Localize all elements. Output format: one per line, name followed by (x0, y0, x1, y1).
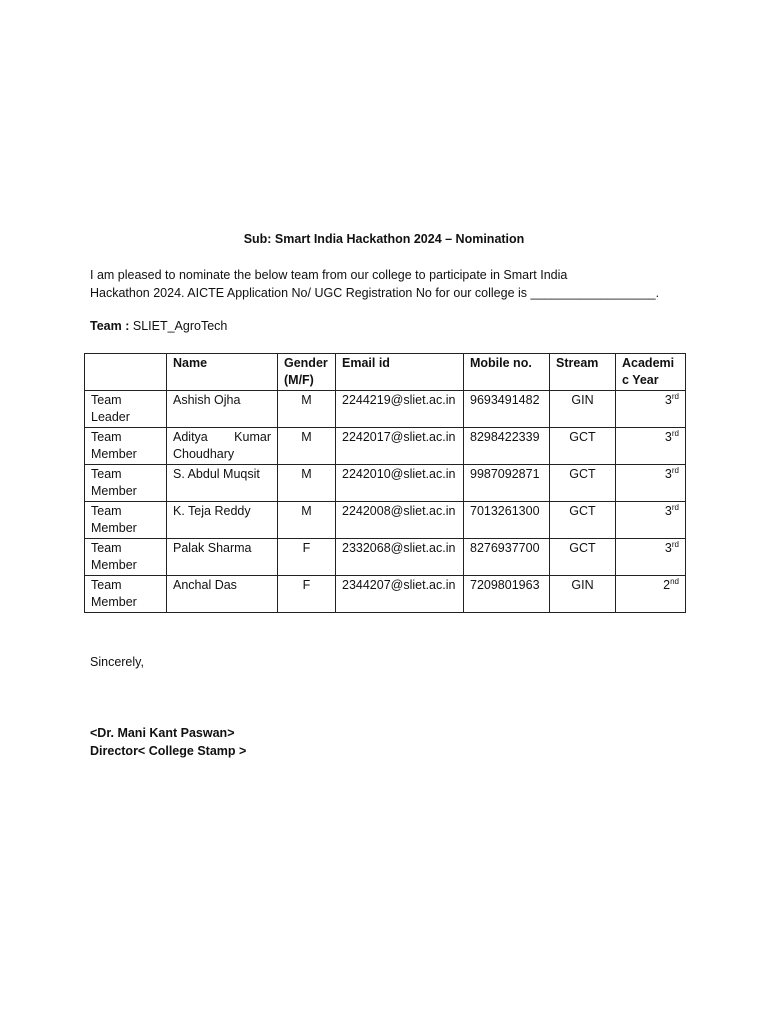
cell-email: 2242017@sliet.ac.in (336, 428, 464, 465)
year-suffix: rd (671, 391, 679, 401)
cell-email: 2242010@sliet.ac.in (336, 465, 464, 502)
nomination-paragraph (90, 266, 690, 302)
year-number: 3 (664, 393, 672, 407)
team-line (90, 319, 227, 333)
cell-year (616, 576, 686, 613)
paragraph-line-1: I am pleased to nominate the below team from our college to participate in Smart India (90, 268, 568, 282)
cell-role: Team Leader (85, 391, 167, 428)
year-suffix: rd (671, 465, 679, 475)
header-gender: Gender (M/F) (278, 354, 336, 391)
header-name: Name (167, 354, 278, 391)
year-number: 3 (664, 467, 672, 481)
cell-stream: GCT (550, 465, 616, 502)
year-number: 3 (664, 504, 672, 518)
team-members-table (84, 353, 686, 613)
cell-name: S. Abdul Muqsit (167, 465, 278, 502)
cell-email: 2344207@sliet.ac.in (336, 576, 464, 613)
header-role (85, 354, 167, 391)
team-label: Team : (90, 319, 130, 333)
year-suffix: rd (671, 502, 679, 512)
cell-year (616, 502, 686, 539)
header-stream: Stream (550, 354, 616, 391)
cell-stream: GIN (550, 391, 616, 428)
table-row (85, 428, 686, 465)
year-number: 3 (664, 541, 672, 555)
cell-year (616, 428, 686, 465)
cell-year (616, 465, 686, 502)
cell-role: Team Member (85, 576, 167, 613)
cell-role: Team Member (85, 428, 167, 465)
year-suffix: rd (671, 539, 679, 549)
signatory-name: <Dr. Mani Kant Paswan> (90, 726, 235, 740)
table-row (85, 576, 686, 613)
table-header-row (85, 354, 686, 391)
header-mobile: Mobile no. (464, 354, 550, 391)
cell-email: 2244219@sliet.ac.in (336, 391, 464, 428)
header-year: Academic Year (616, 354, 686, 391)
cell-stream: GCT (550, 428, 616, 465)
cell-mobile: 8298422339 (464, 428, 550, 465)
cell-gender: M (278, 428, 336, 465)
cell-stream: GCT (550, 502, 616, 539)
cell-gender: M (278, 465, 336, 502)
table-row (85, 502, 686, 539)
cell-mobile: 7013261300 (464, 502, 550, 539)
cell-name: Ashish Ojha (167, 391, 278, 428)
cell-name: K. Teja Reddy (167, 502, 278, 539)
paragraph-line-2: Hackathon 2024. AICTE Application No/ UGC Registration No for our college is __________________. (90, 286, 660, 300)
cell-mobile: 8276937700 (464, 539, 550, 576)
cell-name: Aditya Kumar Choudhary (167, 428, 278, 465)
year-number: 2 (663, 578, 671, 592)
cell-mobile: 7209801963 (464, 576, 550, 613)
signatory-block (90, 724, 246, 760)
signatory-title: Director< College Stamp > (90, 744, 247, 758)
cell-year (616, 539, 686, 576)
table-row (85, 465, 686, 502)
cell-email: 2332068@sliet.ac.in (336, 539, 464, 576)
table-row (85, 391, 686, 428)
cell-stream: GCT (550, 539, 616, 576)
cell-name: Palak Sharma (167, 539, 278, 576)
cell-email: 2242008@sliet.ac.in (336, 502, 464, 539)
cell-stream: GIN (550, 576, 616, 613)
cell-role: Team Member (85, 502, 167, 539)
cell-role: Team Member (85, 539, 167, 576)
letter-subject: Sub: Smart India Hackathon 2024 – Nomination (243, 232, 525, 246)
header-email: Email id (336, 354, 464, 391)
cell-mobile: 9987092871 (464, 465, 550, 502)
cell-mobile: 9693491482 (464, 391, 550, 428)
cell-gender: F (278, 539, 336, 576)
cell-role: Team Member (85, 465, 167, 502)
cell-name: Anchal Das (167, 576, 278, 613)
cell-gender: F (278, 576, 336, 613)
cell-gender: M (278, 502, 336, 539)
team-name: SLIET_AgroTech (132, 319, 228, 333)
closing-salutation: Sincerely, (90, 655, 144, 669)
cell-gender: M (278, 391, 336, 428)
cell-year (616, 391, 686, 428)
table-row (85, 539, 686, 576)
year-number: 3 (664, 430, 672, 444)
year-suffix: nd (670, 576, 679, 586)
year-suffix: rd (671, 428, 679, 438)
